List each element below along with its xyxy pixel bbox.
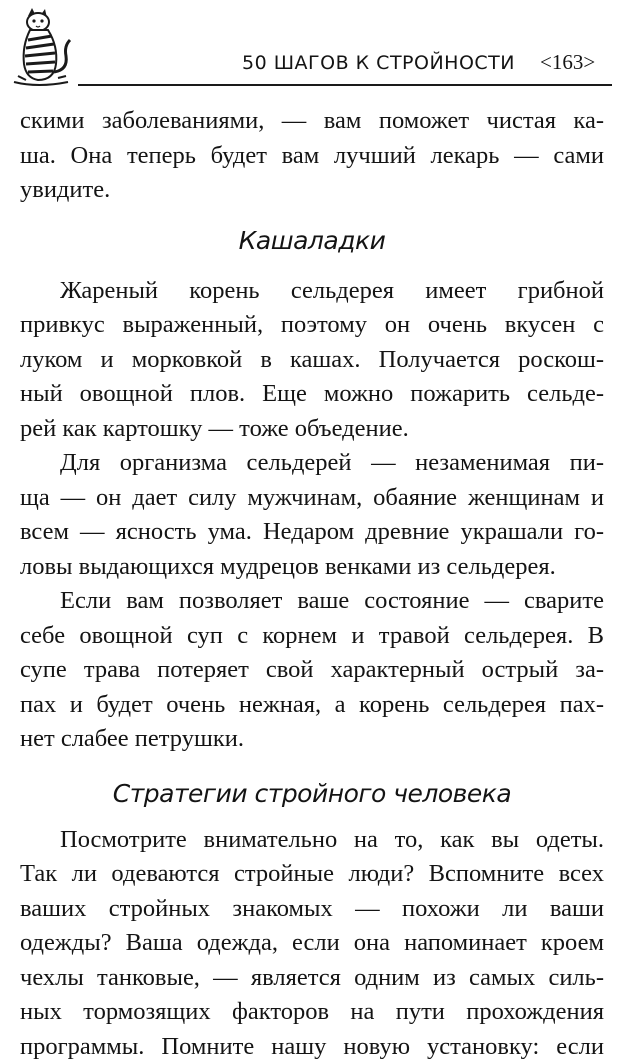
paragraph (20, 584, 604, 757)
text-line: ный овощной плов. Еще можно пожарить сельде- (20, 377, 604, 412)
text-line: нет слабее петрушки. (20, 722, 604, 757)
text-line: увидите. (20, 173, 604, 208)
text-line: луком и морковкой в кашах. Получается роскош- (20, 343, 604, 378)
text-line: себе овощной суп с корнем и травой сельдерея. В (20, 619, 604, 654)
text-line: программы. Помните нашу новую установку: если (20, 1030, 604, 1064)
paragraph (20, 446, 604, 584)
paragraph (20, 274, 604, 447)
body-text (20, 104, 604, 1064)
text-line: ных тормозящих факторов на пути прохождения (20, 995, 604, 1030)
text-line: Жареный корень сельдерея имеет грибной (20, 274, 604, 309)
text-line: Если вам позволяет ваше состояние — сварите (20, 584, 604, 619)
text-line: ша. Она теперь будет вам лучший лекарь — сами (20, 139, 604, 174)
text-line: ща — он дает силу мужчинам, обаяние женщинам и (20, 481, 604, 516)
text-line: Посмотрите внимательно на то, как вы одеты. (20, 823, 604, 858)
text-line: Так ли одеваются стройные люди? Вспомните всех (20, 857, 604, 892)
section-heading: Стратегии стройного человека (20, 767, 604, 821)
text-line: привкус выраженный, поэтому он очень вкусен с (20, 308, 604, 343)
page-header (0, 0, 620, 92)
text-line: Для организма сельдерей — незаменимая пи- (20, 446, 604, 481)
text-line: одежды? Ваша одежда, если она напоминает кроем (20, 926, 604, 961)
text-line: пах и будет очень нежная, а корень сельдерея пах- (20, 688, 604, 723)
text-line: ваших стройных знакомых — похожи ли ваши (20, 892, 604, 927)
text-line: скими заболеваниями, — вам поможет чистая ка- (20, 104, 604, 139)
text-line: ловы выдающихся мудрецов венками из сельдерея. (20, 550, 604, 585)
section-heading: Кашаладки (20, 214, 604, 268)
text-line: рей как картошку — тоже объедение. (20, 412, 604, 447)
header-rule (78, 84, 612, 86)
text-line: супе трава потеряет свой характерный острый за- (20, 653, 604, 688)
paragraph (20, 823, 604, 1064)
intro-paragraph (20, 104, 604, 208)
cat-icon (8, 6, 74, 86)
page-number: <163> (540, 50, 595, 75)
text-line: чехлы танковые, — является одним из самых силь- (20, 961, 604, 996)
text-line: всем — ясность ума. Недаром древние украшали го- (20, 515, 604, 550)
running-title: 50 ШАГОВ К СТРОЙНОСТИ (242, 52, 515, 74)
